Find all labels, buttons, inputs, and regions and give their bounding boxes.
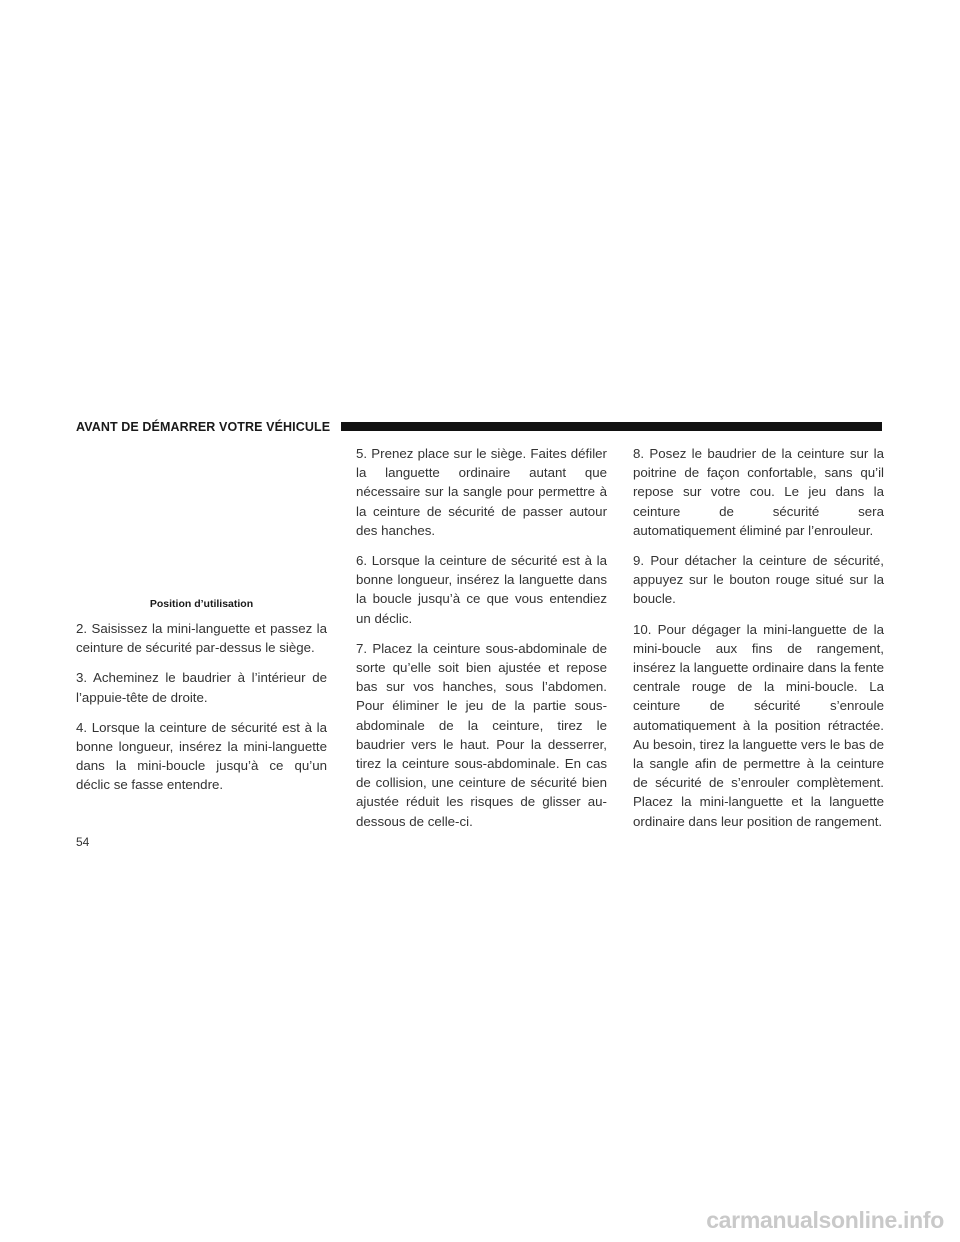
text-column-1 [76,619,327,806]
text-column-2 [356,444,607,842]
step-paragraph: 3. Acheminez le baudrier à l’intérieur de l’appuie-tête de droite. [76,670,327,705]
figure-caption: Position d’utilisation [149,598,254,610]
page-number: 54 [76,835,90,849]
step-paragraph: 4. Lorsque la ceinture de sécurité est à la bonne longueur, insérez la mini-languette dans la mini-boucle jusqu’à ce qu’un déclic se fasse entendre. [76,719,327,793]
section-header [76,418,882,436]
watermark[interactable]: carmanualsonline.info [706,1207,944,1233]
header-rule [341,422,882,431]
step-paragraph: 6. Lorsque la ceinture de sécurité est à la bonne longueur, insérez la languette dans la boucle jusqu’à ce que vous entendiez un déclic. [356,553,607,626]
step-paragraph: 5. Prenez place sur le siège. Faites défiler la languette ordinaire autant que nécessaire sur la sangle pour permettre à la ceinture de sécurité de passer autour des hanches. [356,446,607,538]
step-paragraph: 8. Posez le baudrier de la ceinture sur la poitrine de façon confortable, sans qu’il repose sur votre cou. Le jeu dans la ceinture de sécurité sera automatiquement éliminé par l’enrouleur. [633,446,884,538]
figure-image-area [76,444,327,596]
step-paragraph: 10. Pour dégager la mini-languette de la mini-boucle aux fins de rangement, insérez la languette ordinaire dans la fente centrale rouge de la mini-boucle. La ceinture de sécurité s’enroule automatiquement à la position rétractée. Au besoin, tirez la languette vers le bas de la sangle afin de permettre à la ceinture de sécurité de s’enrouler complètement. Placez la mini-languette et la languette ordinaire dans leur position de rangement. [633,621,884,829]
step-paragraph: 7. Placez la ceinture sous-abdominale de sorte qu’elle soit bien ajustée et repose bas sur vos hanches, sous l’abdomen. Pour éliminer le jeu de la partie sous-abdominale de la ceinture, tirez le baudrier vers le haut. Pour la desserrer, tirez la ceinture sous-abdominale. En cas de collision, une ceinture de sécurité bien ajustée réduit les risques de glisser au-dessous de celle-ci. [356,640,607,829]
section-title: AVANT DE DÉMARRER VOTRE VÉHICULE [76,420,331,434]
step-paragraph: 2. Saisissez la mini-languette et passez la ceinture de sécurité par-dessus le siège. [76,621,327,656]
text-column-3 [633,444,884,842]
step-paragraph: 9. Pour détacher la ceinture de sécurité, appuyez sur le bouton rouge situé sur la boucle. [633,553,884,607]
